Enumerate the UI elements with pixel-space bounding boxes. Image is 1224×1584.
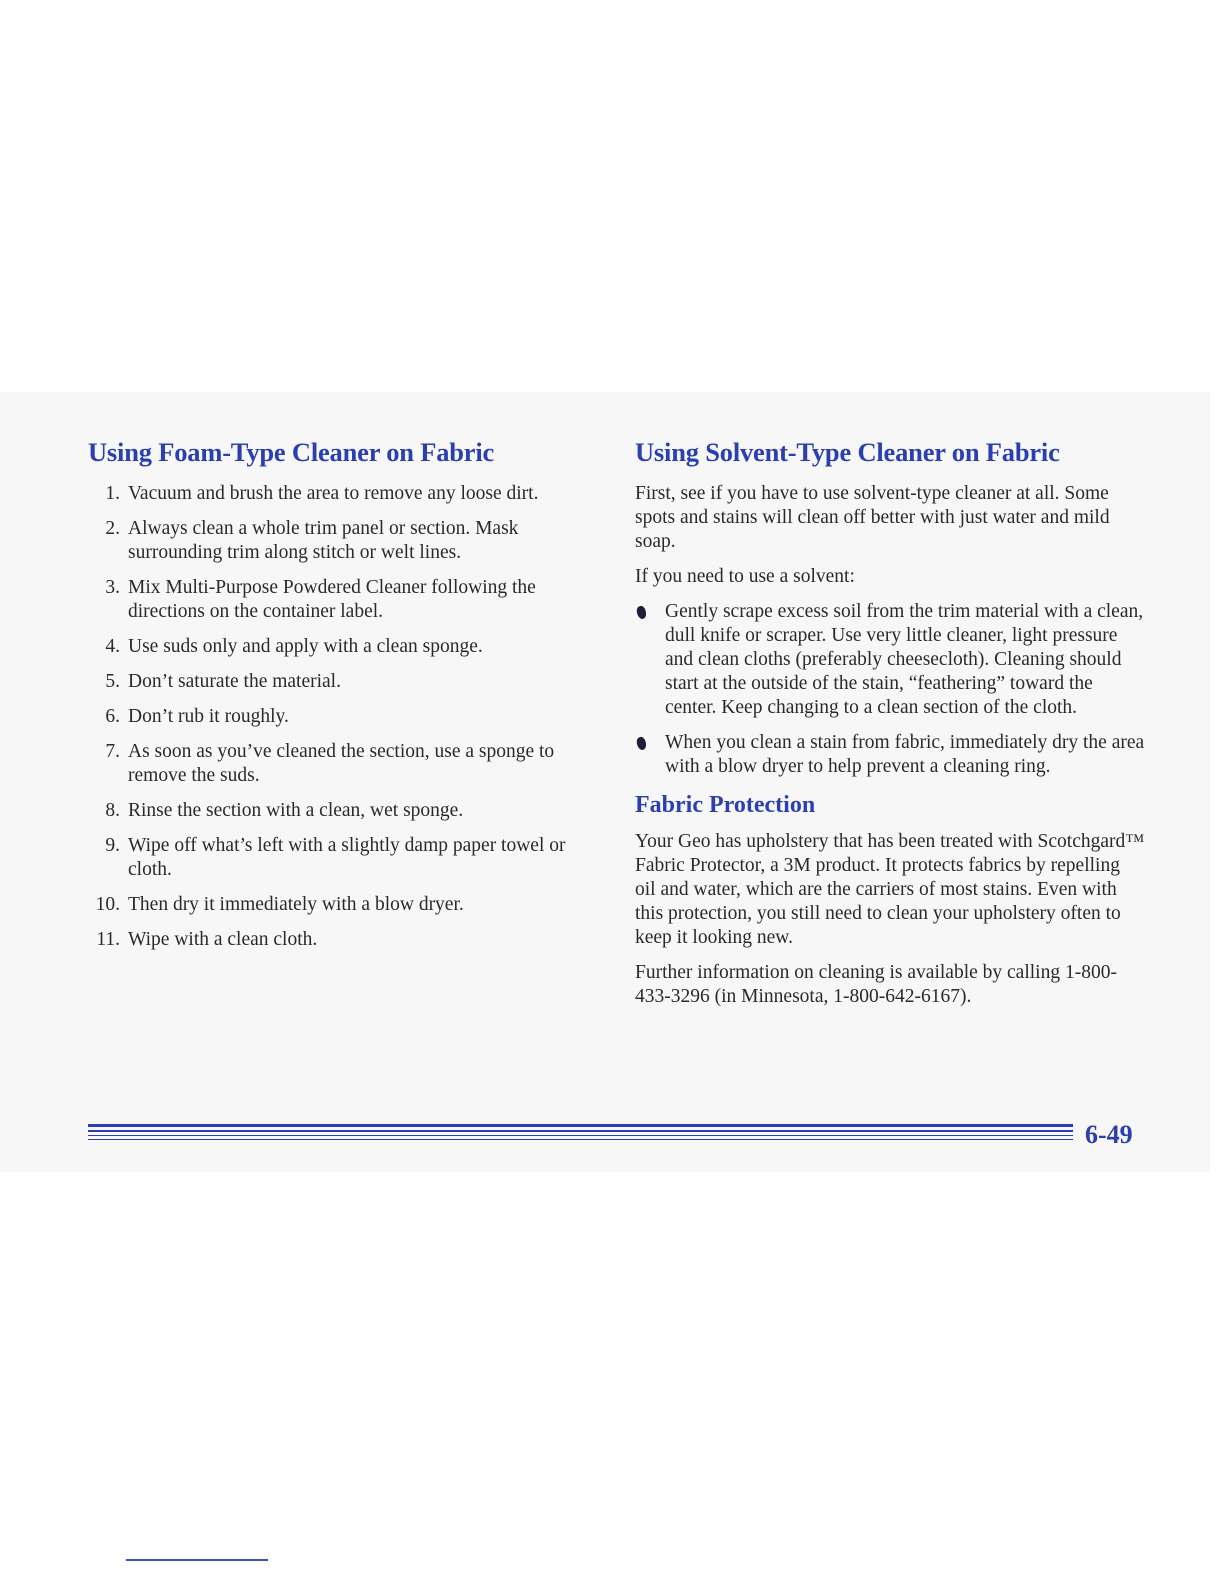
- step-number: 7.: [105, 741, 120, 762]
- rule-line: [88, 1124, 1073, 1127]
- step-text: Vacuum and brush the area to remove any loose dirt.: [128, 483, 539, 504]
- list-item: [88, 705, 598, 729]
- step-number: 5.: [105, 671, 120, 692]
- list-item: [88, 517, 598, 565]
- step-text: Don’t saturate the material.: [128, 671, 341, 692]
- list-item: [88, 635, 598, 659]
- step-number: 8.: [105, 800, 120, 821]
- bullet-text: When you clean a stain from fabric, immediately dry the area with a blow dryer to help prevent a cleaning ring.: [665, 732, 1145, 777]
- right-column: [635, 436, 1145, 1020]
- step-text: As soon as you’ve cleaned the section, use a sponge to remove the suds.: [128, 741, 555, 786]
- list-item: [88, 482, 598, 506]
- divider: [126, 1559, 268, 1561]
- list-item: [88, 834, 598, 882]
- step-text: Always clean a whole trim panel or section. Mask surrounding trim along stitch or welt lines.: [128, 518, 519, 563]
- step-number: 11.: [96, 929, 120, 950]
- list-item: [635, 731, 1145, 779]
- solvent-bullets: [635, 600, 1145, 779]
- rule-line: [88, 1135, 1073, 1136]
- step-number: 9.: [105, 835, 120, 856]
- step-number: 1.: [105, 483, 120, 504]
- solvent-intro: First, see if you have to use solvent-type cleaner at all. Some spots and stains will clean off better with just water and mild soap.: [635, 483, 1110, 552]
- step-text: Wipe off what’s left with a slightly damp paper towel or cloth.: [128, 835, 566, 880]
- step-number: 6.: [105, 706, 120, 727]
- list-item: [88, 928, 598, 952]
- step-number: 2.: [105, 518, 120, 539]
- step-text: Mix Multi-Purpose Powdered Cleaner following the directions on the container label.: [128, 577, 536, 622]
- step-text: Don’t rub it roughly.: [128, 706, 289, 727]
- solvent-cleaner-heading: Using Solvent-Type Cleaner on Fabric: [635, 437, 1060, 467]
- list-item: [88, 799, 598, 823]
- rule-line: [88, 1139, 1073, 1140]
- foam-cleaner-heading: Using Foam-Type Cleaner on Fabric: [88, 437, 495, 467]
- solvent-lead: If you need to use a solvent:: [635, 566, 855, 587]
- step-text: Then dry it immediately with a blow dryer.: [128, 894, 464, 915]
- further-info-text: Further information on cleaning is available by calling 1-800-433-3296 (in Minnesota, 1-800-642-6167).: [635, 962, 1117, 1007]
- fabric-protection-heading: Fabric Protection: [635, 792, 816, 818]
- foam-cleaner-steps: [88, 482, 598, 952]
- step-text: Use suds only and apply with a clean sponge.: [128, 636, 483, 657]
- left-column: [88, 436, 598, 963]
- list-item: [88, 576, 598, 624]
- bullet-icon: [635, 736, 648, 751]
- list-item: [635, 600, 1145, 720]
- step-number: 3.: [105, 577, 120, 598]
- bullet-text: Gently scrape excess soil from the trim material with a clean, dull knife or scraper. Use very little cleaner, light pressure and clean cloths (preferably cheesecloth). Cleaning should start at the outside of the stain, “feathering” toward the center. Keep changing to a clean section of the cloth.: [665, 601, 1144, 718]
- list-item: [88, 670, 598, 694]
- fabric-protection-text: Your Geo has upholstery that has been treated with Scotchgard™ Fabric Protector, a 3M product. It protects fabrics by repelling oil and water, which are the carriers of most stains. Even with this protection, you still need to clean your upholstery often to keep it looking new.: [635, 831, 1145, 948]
- page-number: 6-49: [1085, 1120, 1133, 1149]
- rule-line: [88, 1130, 1073, 1132]
- step-text: Rinse the section with a clean, wet sponge.: [128, 800, 464, 821]
- list-item: [88, 740, 598, 788]
- bullet-icon: [635, 605, 648, 620]
- list-item: [88, 893, 598, 917]
- step-text: Wipe with a clean cloth.: [128, 929, 318, 950]
- step-number: 10.: [95, 894, 120, 915]
- step-number: 4.: [105, 636, 120, 657]
